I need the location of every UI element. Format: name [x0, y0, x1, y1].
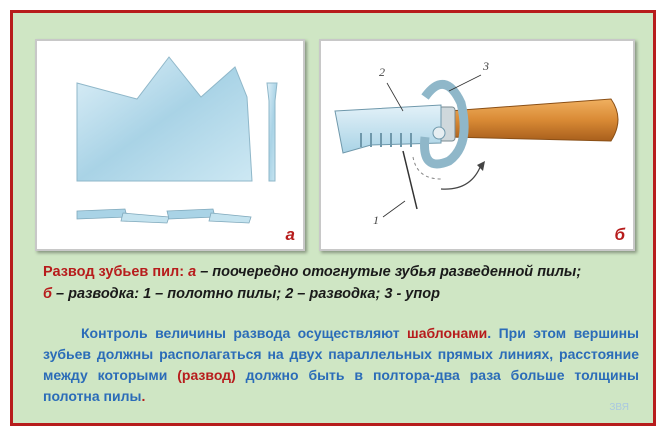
- caption-b-text: – разводка: 1 – полотно пилы; 2 – разводка; 3 - упор: [51, 286, 440, 302]
- caption-letter-b: б: [43, 286, 52, 302]
- stop-screw: [433, 127, 445, 139]
- body-highlight-set: (развод): [177, 367, 236, 383]
- caption-a-text: – поочередно отогнутые зубья разведенной пилы;: [196, 264, 582, 280]
- rotation-arrow: [441, 165, 481, 189]
- saw-set-tool-illustration: [321, 41, 633, 249]
- slide-card: [10, 10, 656, 426]
- body-highlight-templates: шаблонами: [407, 325, 488, 341]
- figure-a-panel: [35, 39, 305, 251]
- part-number-stop: 3: [483, 59, 489, 73]
- body-part2: . При этом вершины зубьев должны располагаться на двух параллельных прямых линиях, расстояние между которыми: [43, 325, 640, 383]
- bent-teeth-top-view: [77, 209, 251, 223]
- caption-letter-a: а: [188, 264, 197, 280]
- saw-blade-line: [403, 151, 417, 209]
- saw-blade-edge-view: [267, 83, 277, 181]
- body-end: .: [141, 388, 146, 404]
- figure-a-label: а: [285, 225, 295, 244]
- part-number-tool: 2: [379, 65, 385, 79]
- caption-title: Развод зубьев пил:: [43, 264, 185, 280]
- saw-blade-side-view: [77, 57, 252, 181]
- figure-b-label: б: [614, 225, 625, 244]
- figure-caption: [43, 261, 643, 305]
- body-paragraph: [43, 323, 639, 407]
- body-part3: должно быть в полтора-два раза больше толщины полотна пилы: [43, 367, 639, 404]
- figure-b-panel: [319, 39, 635, 251]
- part-number-blade: 1: [373, 213, 379, 227]
- watermark: ЗВЯ: [609, 402, 629, 413]
- saw-teeth-illustration: [37, 41, 303, 249]
- body-part1: Контроль величины развода осуществляют: [81, 325, 408, 341]
- wooden-handle: [449, 99, 618, 141]
